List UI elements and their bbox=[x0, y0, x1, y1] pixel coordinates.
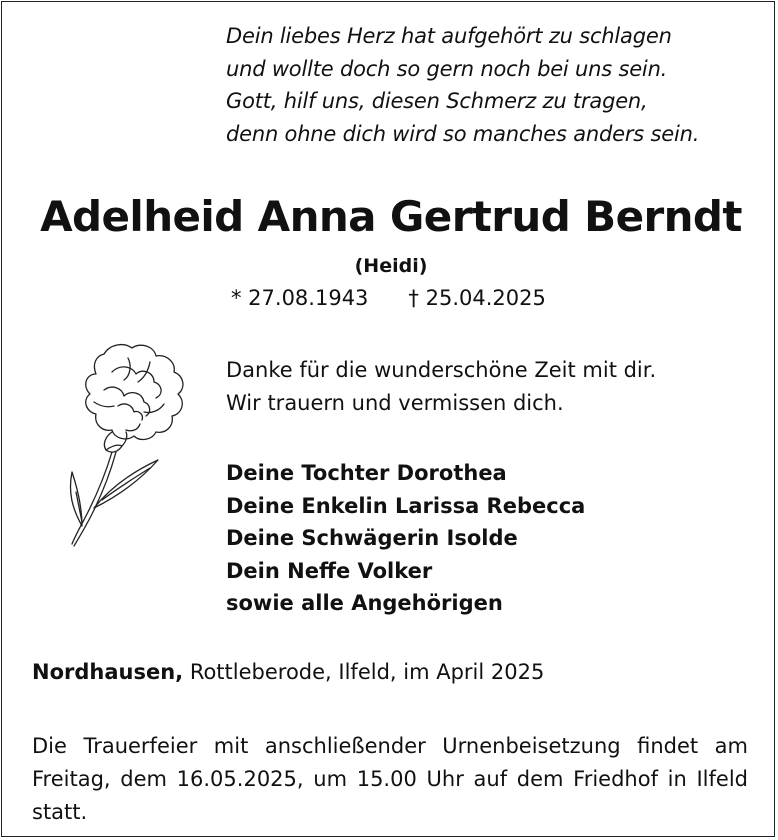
life-dates bbox=[231, 286, 546, 310]
place-main: Nordhausen, bbox=[32, 660, 184, 684]
poem-line: denn ohne dich wird so manches anders sein. bbox=[226, 121, 700, 146]
mourner-item: sowie alle Angehörigen bbox=[226, 591, 503, 616]
death-date: † 25.04.2025 bbox=[408, 286, 546, 310]
mourner-item: Deine Schwägerin Isolde bbox=[226, 526, 518, 551]
thanks-line: Danke für die wunderschöne Zeit mit dir. bbox=[226, 358, 657, 382]
carnation-drawing-icon bbox=[32, 332, 202, 552]
poem-line: und wollte doch so gern noch bei uns sein. bbox=[226, 56, 668, 81]
poem-line: Dein liebes Herz hat aufgehört zu schlagen bbox=[226, 24, 672, 48]
funeral-info: Die Trauerfeier mit anschließender Urnenbeisetzung findet am Freitag, dem 16.05.2025, um 15.00 Uhr auf dem Friedhof in Ilfeld statt. bbox=[32, 734, 748, 824]
mourner-item: Dein Neffe Volker bbox=[226, 558, 433, 583]
place-rest: Rottleberode, Ilfeld, im April 2025 bbox=[183, 660, 545, 684]
thanks-text bbox=[226, 354, 656, 420]
poem bbox=[226, 20, 699, 150]
place-date-line bbox=[32, 660, 544, 684]
mourner-item: Deine Enkelin Larissa Rebecca bbox=[226, 493, 586, 518]
poem-line: Gott, hilf uns, diesen Schmerz zu tragen, bbox=[226, 89, 648, 113]
mourners-list bbox=[226, 457, 585, 620]
thanks-line: Wir trauern und vermissen dich. bbox=[226, 391, 564, 415]
birth-date: * 27.08.1943 bbox=[231, 286, 369, 310]
mourner-item: Deine Tochter Dorothea bbox=[226, 461, 507, 485]
notice-frame bbox=[1, 1, 775, 837]
deceased-name: Adelheid Anna Gertrud Berndt bbox=[40, 192, 742, 241]
deceased-nickname: (Heidi) bbox=[354, 255, 428, 277]
